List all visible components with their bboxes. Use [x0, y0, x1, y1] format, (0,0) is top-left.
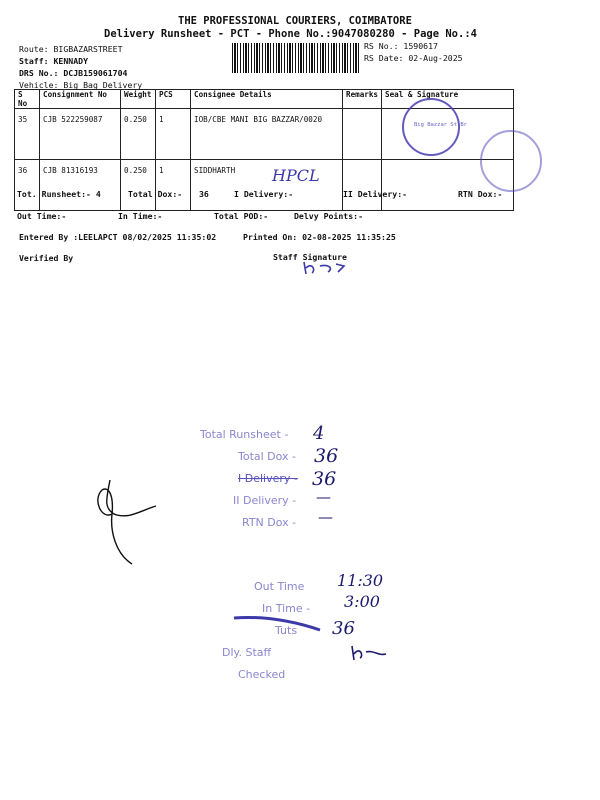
staff-signature-mark: [300, 258, 350, 278]
stamp-ii-delivery-value: —: [316, 488, 331, 506]
col-seal: Seal & Signature: [382, 90, 514, 109]
stamp-rtn-dox-value: —: [318, 508, 333, 526]
stamp-dly-staff: Dly. Staff: [222, 646, 272, 659]
table-row: [15, 160, 514, 211]
row-weight: 0.250: [121, 160, 156, 211]
row-pcs: 1: [156, 109, 191, 160]
stamp-tuts-value: 36: [332, 618, 355, 639]
col-sno: S No: [15, 90, 40, 109]
col-remarks: Remarks: [343, 90, 382, 109]
staff-label: Staff: KENNADY: [19, 56, 89, 66]
stamp-i-delivery-value: 36: [312, 468, 337, 490]
company-seal-stamp: [480, 130, 542, 192]
rs-number: RS No.: 1590617: [364, 41, 438, 51]
row-consignee: SIDDHARTH: [191, 160, 343, 211]
row-consignee: IOB/CBE MANI BIG BAZZAR/0020: [191, 109, 343, 160]
total-pod-label: Total POD:-: [214, 211, 269, 221]
row-sno: 35: [15, 109, 40, 160]
stamp-scribble: [230, 612, 324, 634]
stamp-rtn-dox: RTN Dox -: [242, 516, 297, 529]
stamp-total-runsheet-value: 4: [313, 423, 325, 444]
row-sno: 36: [15, 160, 40, 211]
store-seal-stamp: Big Bazzar St.Br: [402, 98, 460, 156]
drs-number: DRS No.: DCJB159061704: [19, 68, 128, 78]
i-delivery-label: I Delivery:-: [234, 189, 294, 199]
col-consignment: Consignment No: [40, 90, 121, 109]
dly-staff-signature: [348, 642, 390, 664]
total-dox-label: Total Dox:-: [128, 189, 183, 199]
tot-runsheet: Tot. Runsheet:- 4: [17, 189, 101, 199]
vehicle-label: Vehicle: Big Bag Delivery: [19, 80, 143, 90]
row-consignment: CJB 81316193: [40, 160, 121, 211]
out-time-label: Out Time:-: [17, 211, 67, 221]
col-consignee: Consignee Details: [191, 90, 343, 109]
row-weight: 0.250: [121, 109, 156, 160]
col-weight: Weight: [121, 90, 156, 109]
delvy-points-label: Delvy Points:-: [294, 211, 364, 221]
rtn-dox-label: RTN Dox:-: [458, 189, 503, 199]
staff-signature-label: Staff Signature: [273, 252, 347, 262]
total-dox-value: 36: [199, 189, 209, 199]
verified-by: Verified By: [19, 253, 74, 263]
stamp-out-time: Out Time: [254, 580, 305, 593]
barcode: [232, 43, 360, 73]
entered-by: Entered By :LEELAPCT 08/02/2025 11:35:02: [19, 232, 217, 242]
stamp-total-dox: Total Dox -: [238, 450, 297, 463]
stamp-ii-delivery: II Delivery -: [233, 494, 297, 507]
hpcl-handwriting: HPCL: [272, 166, 320, 185]
stamp-in-time: In Time -: [262, 602, 311, 615]
route-label: Route: BIGBAZARSTREET: [19, 44, 123, 54]
company-title: THE PROFESSIONAL COURIERS, COIMBATORE: [178, 15, 412, 27]
ii-delivery-label: II Delivery:-: [343, 189, 408, 199]
stamp-total-runsheet: Total Runsheet -: [200, 428, 289, 441]
rs-date: RS Date: 02-Aug-2025: [364, 53, 463, 63]
col-pcs: PCS: [156, 90, 191, 109]
stamp-checked: Checked: [238, 668, 286, 681]
stamp-in-time-value: 3:00: [344, 592, 380, 611]
row-remarks: [343, 109, 382, 160]
row-pcs: 1: [156, 160, 191, 211]
in-time-label: In Time:-: [118, 211, 163, 221]
row-remarks: [343, 160, 382, 211]
stamp-tuts: Tuts: [275, 624, 298, 637]
stamp-i-delivery: I Delivery -: [238, 472, 298, 485]
large-signature-mark: [88, 460, 158, 570]
row-consignment: CJB 522259087: [40, 109, 121, 160]
stamp-out-time-value: 11:30: [337, 571, 384, 590]
printed-on: Printed On: 02-08-2025 11:35:25: [243, 232, 396, 242]
stamp-total-dox-value: 36: [314, 445, 339, 467]
runsheet-subtitle: Delivery Runsheet - PCT - Phone No.:9047080280 - Page No.:4: [104, 28, 477, 40]
